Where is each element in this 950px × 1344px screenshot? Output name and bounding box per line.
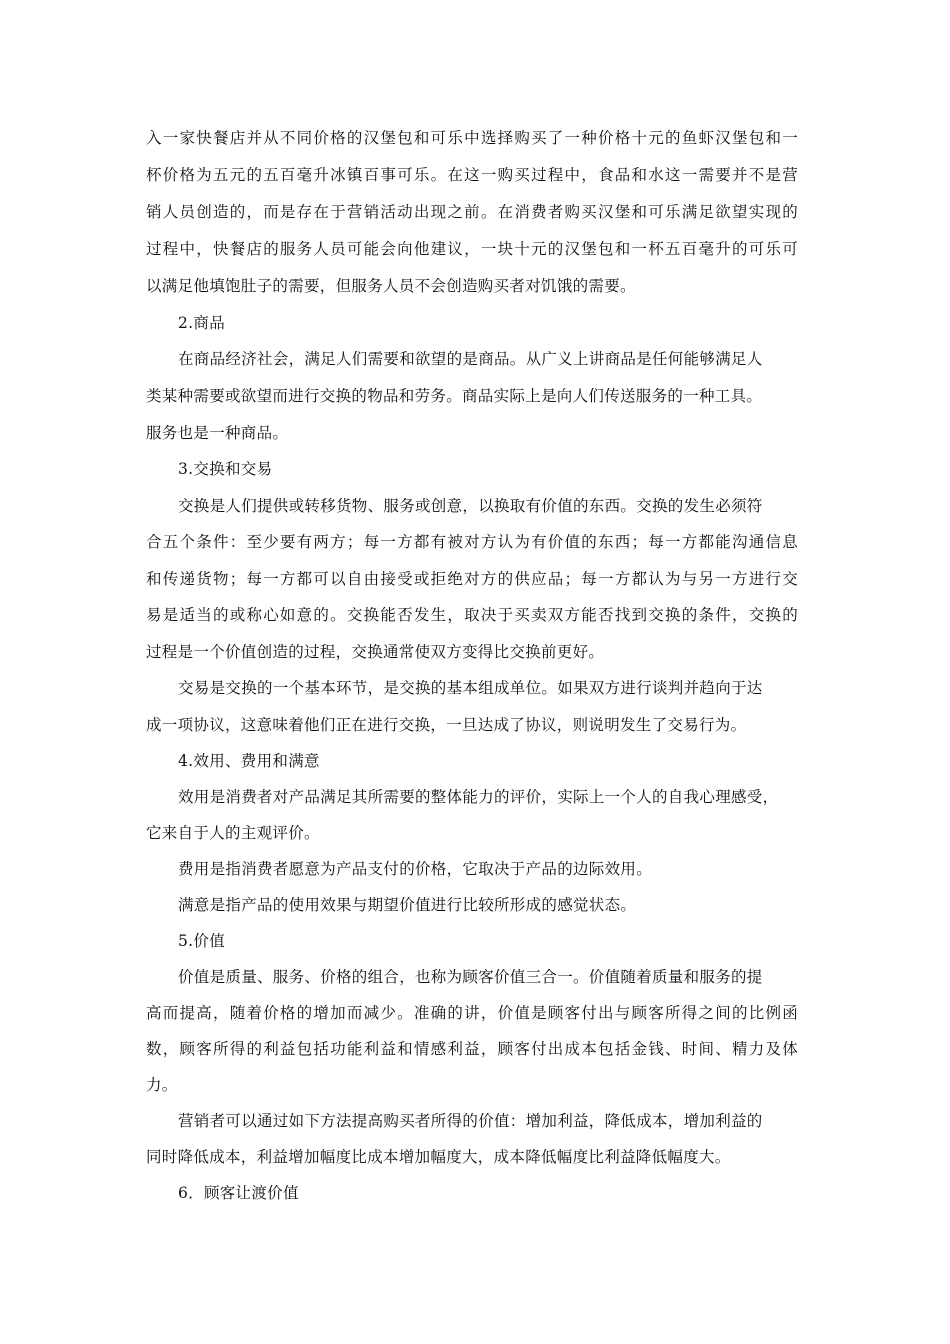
body-line: 它来自于人的主观评价。 bbox=[146, 824, 320, 842]
section-heading-3: 3.交换和交易 bbox=[178, 460, 273, 478]
paragraph-first-line: 效用是消费者对产品满足其所需要的整体能力的评价，实际上一个人的自我心理感受， bbox=[178, 788, 779, 806]
paragraph-first-line: 营销者可以通过如下方法提高购买者所得的价值：增加利益，降低成本，增加利益的 bbox=[178, 1112, 763, 1130]
paragraph-first-line: 交换是人们提供或转移货物、服务或创意，以换取有价值的东西。交换的发生必须符 bbox=[178, 497, 763, 515]
section-heading-6: 6．顾客让渡价值 bbox=[178, 1184, 299, 1202]
body-line: 合五个条件：至少要有两方；每一方都有被对方认为有价值的东西；每一方都能沟通信息 bbox=[146, 533, 798, 551]
paragraph-first-line: 费用是指消费者愿意为产品支付的价格，它取决于产品的边际效用。 bbox=[178, 860, 653, 878]
body-line: 销人员创造的，而是存在于营销活动出现之前。在消费者购买汉堡和可乐满足欲望实现的 bbox=[146, 203, 798, 221]
section-heading-5: 5.价值 bbox=[178, 932, 225, 950]
section-heading-4: 4.效用、费用和满意 bbox=[178, 752, 320, 770]
body-line: 同时降低成本，利益增加幅度比成本增加幅度大，成本降低幅度比利益降低幅度大。 bbox=[146, 1148, 731, 1166]
body-line: 过程中，快餐店的服务人员可能会向他建议，一块十元的汉堡包和一杯五百毫升的可乐可 bbox=[146, 240, 798, 258]
body-line: 成一项协议，这意味着他们正在进行交换，一旦达成了协议，则说明发生了交易行为。 bbox=[146, 716, 747, 734]
paragraph-first-line: 满意是指产品的使用效果与期望价值进行比较所形成的感觉状态。 bbox=[178, 896, 637, 914]
body-line: 以满足他填饱肚子的需要，但服务人员不会创造购买者对饥饿的需要。 bbox=[146, 277, 636, 295]
body-line: 高而提高，随着价格的增加而减少。准确的讲，价值是顾客付出与顾客所得之间的比例函 bbox=[146, 1004, 798, 1022]
section-heading-2: 2.商品 bbox=[178, 314, 225, 332]
body-line: 类某种需要或欲望而进行交换的物品和劳务。商品实际上是向人们传送服务的一种工具。 bbox=[146, 387, 763, 405]
body-line: 服务也是一种商品。 bbox=[146, 424, 289, 442]
body-line: 力。 bbox=[146, 1076, 178, 1094]
body-line: 数，顾客所得的利益包括功能利益和情感利益，顾客付出成本包括金钱、时间、精力及体 bbox=[146, 1040, 798, 1058]
paragraph-first-line: 交易是交换的一个基本环节，是交换的基本组成单位。如果双方进行谈判并趋向于达 bbox=[178, 679, 763, 697]
body-line: 杯价格为五元的五百毫升冰镇百事可乐。在这一购买过程中，食品和水这一需要并不是营 bbox=[146, 166, 798, 184]
paragraph-first-line: 在商品经济社会，满足人们需要和欲望的是商品。从广义上讲商品是任何能够满足人 bbox=[178, 350, 763, 368]
paragraph-first-line: 价值是质量、服务、价格的组合，也称为顾客价值三合一。价值随着质量和服务的提 bbox=[178, 968, 763, 986]
body-line: 和传递货物；每一方都可以自由接受或拒绝对方的供应品；每一方都认为与另一方进行交 bbox=[146, 570, 798, 588]
body-line: 入一家快餐店并从不同价格的汉堡包和可乐中选择购买了一种价格十元的鱼虾汉堡包和一 bbox=[146, 129, 798, 147]
body-line: 过程是一个价值创造的过程，交换通常使双方变得比交换前更好。 bbox=[146, 643, 605, 661]
body-line: 易是适当的或称心如意的。交换能否发生，取决于买卖双方能否找到交换的条件，交换的 bbox=[146, 606, 798, 624]
